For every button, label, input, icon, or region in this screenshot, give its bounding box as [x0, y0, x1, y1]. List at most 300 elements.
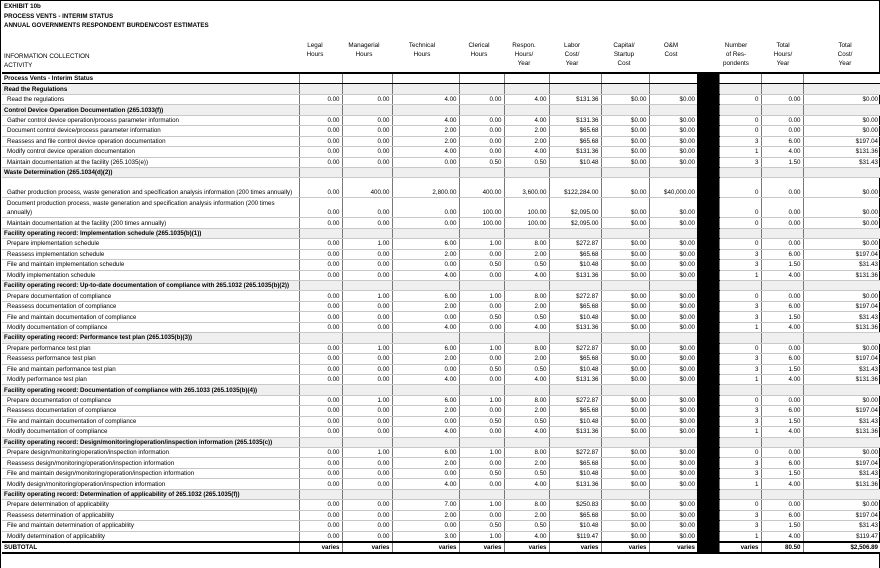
technical-hours-header: Technical Hours [408, 42, 436, 58]
empty-cell [803, 333, 880, 343]
empty-cell [761, 84, 803, 94]
value-cell: 0.00 [342, 312, 392, 322]
separator-bar [697, 73, 719, 84]
value-cell: 0.00 [299, 374, 342, 384]
value-cell: $0.00 [649, 343, 697, 353]
value-cell: 0.00 [342, 260, 392, 270]
value-cell: $0.00 [649, 521, 697, 531]
value-cell: $0.00 [649, 374, 697, 384]
value-cell: 0.00 [299, 322, 342, 332]
value-cell: $0.00 [649, 416, 697, 426]
empty-cell [549, 489, 601, 499]
value-cell: $0.00 [649, 510, 697, 520]
value-cell: 0.00 [761, 94, 803, 104]
empty-cell [342, 84, 392, 94]
separator-bar [697, 291, 719, 301]
value-cell: 0.00 [761, 500, 803, 510]
value-cell: $2,095.00 [549, 218, 601, 228]
value-cell: 0 [719, 94, 761, 104]
activity-label: Modify determination of applicability [2, 531, 299, 542]
value-cell: 0.00 [299, 115, 342, 125]
empty-cell [392, 84, 459, 94]
value-cell: 6.00 [392, 343, 459, 353]
value-cell: $0.00 [601, 301, 649, 311]
separator-bar [697, 364, 719, 374]
empty-cell [649, 73, 697, 84]
value-cell: $0.00 [601, 468, 649, 478]
value-cell: $0.00 [649, 427, 697, 437]
value-cell: 8.00 [504, 291, 549, 301]
value-cell: 0 [719, 198, 761, 218]
empty-cell [549, 167, 601, 177]
value-cell: $0.00 [649, 249, 697, 259]
value-cell: 2.00 [504, 458, 549, 468]
value-cell: $31.43 [803, 364, 880, 374]
value-cell: $0.00 [803, 198, 880, 218]
empty-cell [392, 385, 459, 395]
empty-cell [504, 385, 549, 395]
value-cell: $131.36 [549, 479, 601, 489]
table-row [2, 521, 880, 531]
respondent-hours-header: Respon. Hours/ Year [512, 42, 536, 67]
empty-cell [803, 84, 880, 94]
empty-cell [342, 333, 392, 343]
value-cell: $272.87 [549, 343, 601, 353]
value-cell: 3 [719, 312, 761, 322]
value-cell: 3 [719, 458, 761, 468]
empty-cell [761, 333, 803, 343]
value-cell: 0.00 [342, 416, 392, 426]
activity-label: Modify documentation of compliance [2, 322, 299, 332]
value-cell: 0 [719, 115, 761, 125]
value-cell: $0.00 [601, 94, 649, 104]
empty-cell [392, 489, 459, 499]
value-cell: 2.00 [392, 301, 459, 311]
section-header-row [2, 281, 880, 291]
value-cell: 100.00 [459, 218, 504, 228]
value-cell: $131.36 [803, 479, 880, 489]
value-cell: $131.36 [549, 94, 601, 104]
empty-cell [392, 228, 459, 238]
value-cell: 4.00 [761, 531, 803, 542]
separator-bar [697, 249, 719, 259]
value-cell: 0.00 [299, 458, 342, 468]
table-row [2, 364, 880, 374]
value-cell: 100.00 [504, 198, 549, 218]
value-cell: $10.48 [549, 312, 601, 322]
activity-label: Reassess design/monitoring/operation/inspection information [2, 458, 299, 468]
table-row [2, 395, 880, 405]
section-header-row [2, 228, 880, 238]
value-cell: 0.00 [342, 115, 392, 125]
value-cell: $0.00 [601, 448, 649, 458]
value-cell: $0.00 [649, 157, 697, 167]
value-cell: 4.00 [392, 427, 459, 437]
separator-bar [697, 448, 719, 458]
value-cell: 0.00 [761, 395, 803, 405]
section-title: Facility operating record: Up-to-date documentation of compliance with 265.1032 (265.1035(b)(2)) [2, 281, 299, 291]
empty-cell [719, 333, 761, 343]
empty-cell [549, 333, 601, 343]
value-cell: $0.00 [803, 94, 880, 104]
value-cell: 0.00 [342, 406, 392, 416]
table-row [2, 510, 880, 520]
empty-cell [549, 437, 601, 447]
value-cell: 4.00 [504, 94, 549, 104]
value-cell: 0.00 [299, 260, 342, 270]
value-cell: 2.00 [392, 249, 459, 259]
value-cell: $0.00 [649, 291, 697, 301]
value-cell: 100.00 [504, 218, 549, 228]
value-cell: $0.00 [601, 416, 649, 426]
value-cell: varies [299, 542, 342, 553]
value-cell: 3 [719, 521, 761, 531]
value-cell: $0.00 [649, 301, 697, 311]
value-cell: 0.00 [459, 136, 504, 146]
total-hours-header: Total Hours/ Year [773, 42, 793, 67]
value-cell: 0.00 [342, 249, 392, 259]
value-cell: 2.00 [504, 136, 549, 146]
value-cell: $0.00 [803, 343, 880, 353]
value-cell: 0.00 [342, 500, 392, 510]
exhibit-number: EXHIBIT 10b [4, 3, 41, 10]
value-cell: 0.00 [459, 126, 504, 136]
empty-cell [549, 281, 601, 291]
value-cell: 0.00 [342, 510, 392, 520]
table-row [2, 312, 880, 322]
value-cell: 2.00 [504, 301, 549, 311]
empty-cell [549, 385, 601, 395]
table-row [2, 94, 880, 104]
activity-label: Reassess and file control device operation documentation [2, 136, 299, 146]
value-cell: $250.83 [549, 500, 601, 510]
activity-label: Reassess documentation of compliance [2, 406, 299, 416]
value-cell: 6.00 [392, 291, 459, 301]
value-cell: $122,284.00 [549, 178, 601, 198]
value-cell: $0.00 [601, 354, 649, 364]
separator-bar [697, 94, 719, 104]
empty-cell [392, 73, 459, 84]
empty-cell [601, 167, 649, 177]
subtotal-row [2, 542, 880, 553]
empty-cell [504, 73, 549, 84]
empty-cell [342, 437, 392, 447]
table-row [2, 239, 880, 249]
empty-cell [342, 73, 392, 84]
table-row [2, 406, 880, 416]
value-cell: 0.00 [342, 126, 392, 136]
value-cell: 7.00 [392, 500, 459, 510]
section-header-row [2, 84, 880, 94]
value-cell: 0.00 [342, 198, 392, 218]
section-title: Facility operating record: Performance test plan (265.1035(b)(3)) [2, 333, 299, 343]
value-cell: $0.00 [649, 198, 697, 218]
activity-label: Prepare performance test plan [2, 343, 299, 353]
value-cell: 3 [719, 510, 761, 520]
value-cell: 1.00 [342, 448, 392, 458]
value-cell: 0.00 [392, 198, 459, 218]
empty-cell [342, 489, 392, 499]
separator-bar [697, 281, 719, 291]
value-cell: $0.00 [649, 395, 697, 405]
top-section-row [2, 73, 880, 84]
separator-bar [697, 270, 719, 280]
value-cell: $197.04 [803, 249, 880, 259]
value-cell: 0.00 [392, 260, 459, 270]
activity-label: Modify implementation schedule [2, 270, 299, 280]
empty-cell [719, 73, 761, 84]
exhibit-title [4, 2, 209, 31]
empty-cell [719, 167, 761, 177]
separator-bar [697, 333, 719, 343]
value-cell: 0.00 [459, 458, 504, 468]
value-cell: 2,800.00 [392, 178, 459, 198]
value-cell: 0.00 [299, 427, 342, 437]
separator-bar [697, 260, 719, 270]
value-cell: $0.00 [803, 448, 880, 458]
value-cell: $10.48 [549, 260, 601, 270]
value-cell: $0.00 [601, 364, 649, 374]
value-cell: 3 [719, 364, 761, 374]
empty-cell [761, 105, 803, 115]
value-cell: varies [719, 542, 761, 553]
activity-label: Reassess documentation of compliance [2, 301, 299, 311]
separator-bar [697, 178, 719, 198]
empty-cell [649, 84, 697, 94]
separator-bar [697, 416, 719, 426]
value-cell: 0.00 [459, 115, 504, 125]
value-cell: 0 [719, 178, 761, 198]
value-cell: 6.00 [761, 301, 803, 311]
value-cell: 0.00 [299, 448, 342, 458]
value-cell: 4.00 [392, 322, 459, 332]
empty-cell [761, 228, 803, 238]
value-cell: 0.50 [459, 157, 504, 167]
value-cell: 0.00 [299, 249, 342, 259]
value-cell: 0.00 [299, 157, 342, 167]
activity-label: Document control device/process parameter information [2, 126, 299, 136]
separator-bar [697, 198, 719, 218]
empty-cell [392, 281, 459, 291]
value-cell: 0.50 [504, 521, 549, 531]
empty-cell [719, 437, 761, 447]
value-cell: varies [649, 542, 697, 553]
value-cell: 1.00 [342, 291, 392, 301]
value-cell: 0.00 [299, 354, 342, 364]
value-cell: $0.00 [649, 354, 697, 364]
activity-label: Maintain documentation at the facility (265.1035(e)) [2, 157, 299, 167]
empty-cell [459, 105, 504, 115]
value-cell: $0.00 [649, 479, 697, 489]
empty-cell [459, 437, 504, 447]
value-cell: 4.00 [392, 374, 459, 384]
value-cell: 6.00 [392, 239, 459, 249]
value-cell: 4.00 [504, 270, 549, 280]
value-cell: $65.68 [549, 406, 601, 416]
value-cell: $0.00 [649, 147, 697, 157]
table-row [2, 531, 880, 542]
empty-cell [649, 385, 697, 395]
value-cell: $0.00 [601, 374, 649, 384]
value-cell: $0.00 [649, 115, 697, 125]
activity-label: Prepare documentation of compliance [2, 395, 299, 405]
value-cell: 0.00 [761, 218, 803, 228]
value-cell: $197.04 [803, 136, 880, 146]
value-cell: varies [601, 542, 649, 553]
value-cell: $0.00 [649, 531, 697, 542]
value-cell: $0.00 [601, 458, 649, 468]
value-cell: 0.00 [342, 468, 392, 478]
empty-cell [549, 73, 601, 84]
table-row [2, 458, 880, 468]
value-cell: 0.00 [342, 364, 392, 374]
value-cell: 0.00 [299, 395, 342, 405]
activity-label: File and maintain determination of applicability [2, 521, 299, 531]
empty-cell [299, 385, 342, 395]
value-cell: $0.00 [601, 147, 649, 157]
empty-cell [392, 437, 459, 447]
activity-label-text: Gather production process, waste generation and specification analysis information (200 times annually) [7, 189, 293, 197]
value-cell: 1.00 [459, 531, 504, 542]
value-cell: 0 [719, 218, 761, 228]
empty-cell [459, 385, 504, 395]
empty-cell [392, 333, 459, 343]
empty-cell [761, 489, 803, 499]
value-cell: 0.00 [459, 301, 504, 311]
value-cell: 0.00 [299, 531, 342, 542]
empty-cell [342, 167, 392, 177]
value-cell: $0.00 [601, 312, 649, 322]
value-cell: 1.50 [761, 364, 803, 374]
value-cell: 0.00 [299, 343, 342, 353]
empty-cell [803, 489, 880, 499]
value-cell: 1.00 [459, 291, 504, 301]
value-cell: 0.00 [342, 374, 392, 384]
value-cell: $197.04 [803, 406, 880, 416]
clerical-hours-header: Clerical Hours [468, 42, 490, 58]
separator-bar [697, 126, 719, 136]
value-cell: $0.00 [803, 126, 880, 136]
empty-cell [601, 437, 649, 447]
empty-cell [504, 281, 549, 291]
value-cell: $131.36 [549, 147, 601, 157]
activity-column-header: INFORMATION COLLECTION ACTIVITY [4, 53, 90, 69]
value-cell: 3 [719, 249, 761, 259]
value-cell: 1 [719, 531, 761, 542]
activity-label: File and maintain design/monitoring/operation/inspection information [2, 468, 299, 478]
value-cell: 2.00 [504, 249, 549, 259]
activity-label: Prepare design/monitoring/operation/inspection information [2, 448, 299, 458]
value-cell: 4.00 [761, 427, 803, 437]
separator-bar [697, 531, 719, 542]
value-cell: 0.00 [459, 354, 504, 364]
empty-cell [719, 84, 761, 94]
empty-cell [601, 385, 649, 395]
value-cell: $10.48 [549, 468, 601, 478]
value-cell: 0.00 [342, 270, 392, 280]
empty-cell [299, 281, 342, 291]
value-cell: $0.00 [649, 312, 697, 322]
table-row [2, 322, 880, 332]
value-cell: 8.00 [504, 343, 549, 353]
empty-cell [504, 105, 549, 115]
value-cell: 1 [719, 270, 761, 280]
value-cell: $0.00 [601, 270, 649, 280]
table-row [2, 147, 880, 157]
empty-cell [761, 385, 803, 395]
value-cell: 3 [719, 406, 761, 416]
value-cell: $131.36 [549, 374, 601, 384]
value-cell: 6.00 [392, 395, 459, 405]
value-cell: 4.00 [392, 270, 459, 280]
value-cell: $119.47 [803, 531, 880, 542]
activity-label: File and maintain performance test plan [2, 364, 299, 374]
value-cell: $0.00 [601, 157, 649, 167]
value-cell: 3 [719, 301, 761, 311]
empty-cell [761, 437, 803, 447]
value-cell: 1.50 [761, 468, 803, 478]
value-cell: $0.00 [803, 178, 880, 198]
value-cell: $131.36 [803, 270, 880, 280]
value-cell: $31.43 [803, 468, 880, 478]
value-cell: $10.48 [549, 521, 601, 531]
table-row [2, 343, 880, 353]
om-cost-header: O&M Cost [663, 42, 679, 58]
value-cell: 0.00 [459, 406, 504, 416]
empty-cell [601, 333, 649, 343]
value-cell: 0.00 [299, 94, 342, 104]
value-cell: 0.50 [504, 416, 549, 426]
value-cell: $0.00 [803, 218, 880, 228]
empty-cell [299, 105, 342, 115]
value-cell: 0.00 [342, 354, 392, 364]
empty-cell [459, 228, 504, 238]
empty-cell [761, 167, 803, 177]
value-cell: $10.48 [549, 416, 601, 426]
value-cell: 0.00 [761, 291, 803, 301]
value-cell: 2.00 [392, 136, 459, 146]
value-cell: $0.00 [601, 260, 649, 270]
value-cell: $0.00 [601, 427, 649, 437]
value-cell: 0.00 [459, 322, 504, 332]
value-cell: $0.00 [649, 126, 697, 136]
empty-cell [761, 73, 803, 84]
value-cell: 0.00 [761, 178, 803, 198]
value-cell: $65.68 [549, 510, 601, 520]
empty-cell [342, 385, 392, 395]
managerial-hours-header: Managerial Hours [348, 42, 380, 58]
value-cell: $197.04 [803, 458, 880, 468]
value-cell: $0.00 [649, 260, 697, 270]
empty-cell [459, 281, 504, 291]
empty-cell [649, 281, 697, 291]
value-cell: $0.00 [601, 521, 649, 531]
value-cell: 0.00 [342, 301, 392, 311]
table-row [2, 115, 880, 125]
value-cell: 0.00 [761, 115, 803, 125]
value-cell: 0.00 [459, 147, 504, 157]
empty-cell [719, 228, 761, 238]
value-cell: $0.00 [649, 406, 697, 416]
value-cell: $131.36 [803, 374, 880, 384]
empty-cell [803, 73, 880, 84]
exhibit-description: ANNUAL GOVERNMENTS RESPONDENT BURDEN/COST ESTIMATES [4, 22, 209, 29]
value-cell: 0 [719, 239, 761, 249]
empty-cell [504, 489, 549, 499]
value-cell: $272.87 [549, 395, 601, 405]
empty-cell [719, 281, 761, 291]
separator-bar [697, 468, 719, 478]
